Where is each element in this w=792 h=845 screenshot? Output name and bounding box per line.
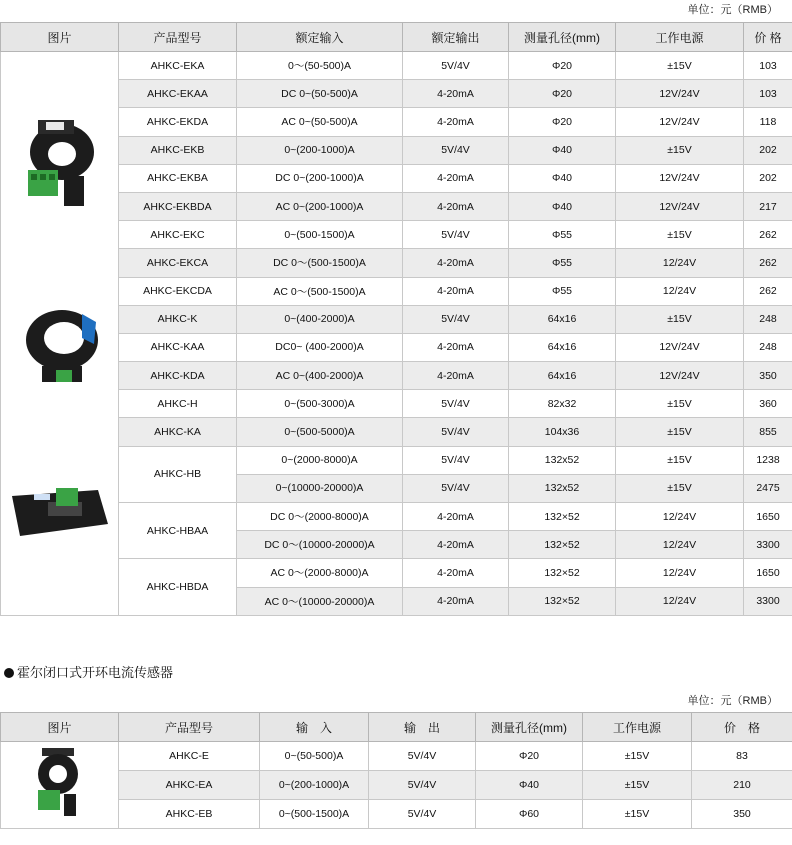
table-header <box>1 23 792 52</box>
price-cell: 2475 <box>744 474 792 502</box>
aperture-cell: 64x16 <box>509 362 616 390</box>
input-cell: AC 0～(10000-20000)A <box>237 587 403 615</box>
output-cell: 4-20mA <box>403 249 509 277</box>
power-cell: 12/24V <box>616 531 744 559</box>
header-cell: 价 格 <box>692 713 792 742</box>
power-cell: 12V/24V <box>616 362 744 390</box>
aperture-cell: 132×52 <box>509 559 616 587</box>
unit-label-2: 单位：元（RMB） <box>687 695 778 707</box>
output-cell: 4-20mA <box>403 531 509 559</box>
price-cell: 3300 <box>744 587 792 615</box>
output-cell: 4-20mA <box>403 587 509 615</box>
output-cell: 5V/4V <box>369 742 476 771</box>
price-cell: 103 <box>744 52 792 80</box>
table-row <box>1 559 792 587</box>
header-cell: 额定输入 <box>237 23 403 52</box>
input-cell: 0~(10000-20000)A <box>237 474 403 502</box>
power-cell: 12/24V <box>616 249 744 277</box>
input-cell: AC 0～(2000-8000)A <box>237 559 403 587</box>
header-cell: 产品型号 <box>119 713 260 742</box>
header-cell: 图片 <box>1 23 119 52</box>
table-row <box>1 333 792 361</box>
output-cell: 4-20mA <box>403 108 509 136</box>
model-cell: AHKC-KAA <box>119 333 237 361</box>
price-cell: 217 <box>744 192 792 220</box>
header-cell: 图片 <box>1 713 119 742</box>
model-cell: AHKC-EKC <box>119 221 237 249</box>
output-cell: 5V/4V <box>369 771 476 800</box>
price-cell: 262 <box>744 221 792 249</box>
power-cell: ±15V <box>616 446 744 474</box>
power-cell: ±15V <box>616 221 744 249</box>
price-cell: 262 <box>744 277 792 305</box>
output-cell: 5V/4V <box>403 136 509 164</box>
output-cell: 5V/4V <box>403 418 509 446</box>
output-cell: 4-20mA <box>403 277 509 305</box>
aperture-cell: Φ40 <box>509 192 616 220</box>
aperture-cell: 132x52 <box>509 474 616 502</box>
power-cell: 12/24V <box>616 503 744 531</box>
table-row <box>1 800 792 829</box>
price-cell: 262 <box>744 249 792 277</box>
model-cell: AHKC-EKA <box>119 52 237 80</box>
price-cell: 248 <box>744 333 792 361</box>
price-cell: 360 <box>744 390 792 418</box>
table-row <box>1 52 792 80</box>
power-cell: 12V/24V <box>616 108 744 136</box>
power-cell: ±15V <box>616 390 744 418</box>
output-cell: 4-20mA <box>403 192 509 220</box>
table-header-2 <box>1 713 792 742</box>
power-cell: 12/24V <box>616 277 744 305</box>
header-cell: 价 格 <box>744 23 792 52</box>
model-cell: AHKC-EB <box>119 800 260 829</box>
aperture-cell: Φ40 <box>509 136 616 164</box>
power-cell: ±15V <box>616 418 744 446</box>
aperture-cell: Φ55 <box>509 277 616 305</box>
model-cell: AHKC-EA <box>119 771 260 800</box>
price-cell: 1650 <box>744 503 792 531</box>
input-cell: DC 0～(10000-20000)A <box>237 531 403 559</box>
aperture-cell: Φ20 <box>509 80 616 108</box>
input-cell: 0~(500-1500)A <box>237 221 403 249</box>
input-cell: DC0~ (400-2000)A <box>237 333 403 361</box>
power-cell: ±15V <box>616 305 744 333</box>
input-cell: DC 0～(500-1500)A <box>237 249 403 277</box>
aperture-cell: Φ55 <box>509 221 616 249</box>
input-cell: 0～(50-500)A <box>237 52 403 80</box>
model-cell: AHKC-EKBDA <box>119 192 237 220</box>
model-cell: AHKC-K <box>119 305 237 333</box>
output-cell: 4-20mA <box>403 559 509 587</box>
model-cell: AHKC-H <box>119 390 237 418</box>
model-cell: AHKC-HBDA <box>119 559 237 615</box>
table-row <box>1 305 792 333</box>
output-cell: 4-20mA <box>403 362 509 390</box>
header-cell: 工作电源 <box>616 23 744 52</box>
price-cell: 202 <box>744 164 792 192</box>
price-table-1 <box>0 22 792 616</box>
model-cell: AHKC-EKAA <box>119 80 237 108</box>
input-cell: DC 0～(2000-8000)A <box>237 503 403 531</box>
unit-label: 单位：元（RMB） <box>687 4 778 16</box>
price-cell: 83 <box>692 742 792 771</box>
table-row <box>1 771 792 800</box>
input-cell: AC 0~(50-500)A <box>237 108 403 136</box>
output-cell: 5V/4V <box>403 305 509 333</box>
table-row <box>1 80 792 108</box>
sensor-rect-green-terminal-icon <box>8 484 110 544</box>
power-cell: 12V/24V <box>616 333 744 361</box>
header-cell: 输 出 <box>369 713 476 742</box>
table-row <box>1 192 792 220</box>
aperture-cell: 64x16 <box>509 305 616 333</box>
output-cell: 5V/4V <box>403 474 509 502</box>
aperture-cell: 64x16 <box>509 333 616 361</box>
output-cell: 5V/4V <box>403 446 509 474</box>
input-cell: 0~(500-1500)A <box>260 800 369 829</box>
power-cell: ±15V <box>583 800 692 829</box>
input-cell: AC 0～(500-1500)A <box>237 277 403 305</box>
section-title: 霍尔闭口式开环电流传感器 <box>4 662 173 681</box>
input-cell: 0~(400-2000)A <box>237 305 403 333</box>
power-cell: 12V/24V <box>616 164 744 192</box>
input-cell: DC 0~(50-500)A <box>237 80 403 108</box>
output-cell: 4-20mA <box>403 503 509 531</box>
model-cell: AHKC-HB <box>119 446 237 502</box>
price-cell: 1238 <box>744 446 792 474</box>
model-cell: AHKC-KA <box>119 418 237 446</box>
model-cell: AHKC-EKCA <box>119 249 237 277</box>
input-cell: AC 0~(200-1000)A <box>237 192 403 220</box>
table-row <box>1 108 792 136</box>
model-cell: AHKC-KDA <box>119 362 237 390</box>
input-cell: 0~(50-500)A <box>260 742 369 771</box>
price-cell: 1650 <box>744 559 792 587</box>
sensor-ring-blue-band-icon <box>18 304 104 390</box>
power-cell: ±15V <box>616 474 744 502</box>
price-cell: 3300 <box>744 531 792 559</box>
power-cell: ±15V <box>583 771 692 800</box>
price-cell: 202 <box>744 136 792 164</box>
power-cell: 12/24V <box>616 559 744 587</box>
table-row <box>1 742 792 771</box>
output-cell: 5V/4V <box>403 221 509 249</box>
input-cell: 0~(500-3000)A <box>237 390 403 418</box>
model-cell: AHKC-EKCDA <box>119 277 237 305</box>
model-cell: AHKC-HBAA <box>119 503 237 559</box>
header-cell: 测量孔径(mm) <box>509 23 616 52</box>
output-cell: 5V/4V <box>369 800 476 829</box>
input-cell: 0~(2000-8000)A <box>237 446 403 474</box>
price-cell: 350 <box>692 800 792 829</box>
price-table-2 <box>0 712 792 829</box>
aperture-cell: 132×52 <box>509 531 616 559</box>
header-cell: 测量孔径(mm) <box>476 713 583 742</box>
price-cell: 350 <box>744 362 792 390</box>
model-cell: AHKC-E <box>119 742 260 771</box>
table-row <box>1 164 792 192</box>
aperture-cell: Φ55 <box>509 249 616 277</box>
model-cell: AHKC-EKB <box>119 136 237 164</box>
aperture-cell: 132x52 <box>509 446 616 474</box>
model-cell: AHKC-EKBA <box>119 164 237 192</box>
header-cell: 额定输出 <box>403 23 509 52</box>
input-cell: 0~(200-1000)A <box>260 771 369 800</box>
output-cell: 5V/4V <box>403 390 509 418</box>
input-cell: 0~(500-5000)A <box>237 418 403 446</box>
sensor-ring-small-icon <box>34 744 82 818</box>
input-cell: 0~(200-1000)A <box>237 136 403 164</box>
input-cell: AC 0~(400-2000)A <box>237 362 403 390</box>
power-cell: ±15V <box>616 52 744 80</box>
aperture-cell: Φ20 <box>476 742 583 771</box>
table-row <box>1 249 792 277</box>
price-cell: 248 <box>744 305 792 333</box>
aperture-cell: 82x32 <box>509 390 616 418</box>
model-cell: AHKC-EKDA <box>119 108 237 136</box>
aperture-cell: 132×52 <box>509 587 616 615</box>
power-cell: ±15V <box>583 742 692 771</box>
price-cell: 103 <box>744 80 792 108</box>
aperture-cell: 132×52 <box>509 503 616 531</box>
price-cell: 118 <box>744 108 792 136</box>
output-cell: 4-20mA <box>403 164 509 192</box>
table-row <box>1 221 792 249</box>
header-cell: 工作电源 <box>583 713 692 742</box>
output-cell: 5V/4V <box>403 52 509 80</box>
aperture-cell: Φ20 <box>509 108 616 136</box>
price-cell: 855 <box>744 418 792 446</box>
output-cell: 4-20mA <box>403 80 509 108</box>
bullet-icon <box>4 668 14 678</box>
aperture-cell: 104x36 <box>509 418 616 446</box>
input-cell: DC 0~(200-1000)A <box>237 164 403 192</box>
header-cell: 产品型号 <box>119 23 237 52</box>
aperture-cell: Φ60 <box>476 800 583 829</box>
table-row <box>1 136 792 164</box>
power-cell: 12V/24V <box>616 80 744 108</box>
aperture-cell: Φ40 <box>476 771 583 800</box>
power-cell: 12/24V <box>616 587 744 615</box>
price-cell: 210 <box>692 771 792 800</box>
table-row <box>1 362 792 390</box>
table-row <box>1 503 792 531</box>
output-cell: 4-20mA <box>403 333 509 361</box>
power-cell: 12V/24V <box>616 192 744 220</box>
sensor-ring-green-terminal-icon <box>20 110 98 210</box>
aperture-cell: Φ20 <box>509 52 616 80</box>
power-cell: ±15V <box>616 136 744 164</box>
table-row <box>1 446 792 474</box>
table-row <box>1 390 792 418</box>
table-row <box>1 277 792 305</box>
table-row <box>1 418 792 446</box>
header-cell: 输 入 <box>260 713 369 742</box>
aperture-cell: Φ40 <box>509 164 616 192</box>
